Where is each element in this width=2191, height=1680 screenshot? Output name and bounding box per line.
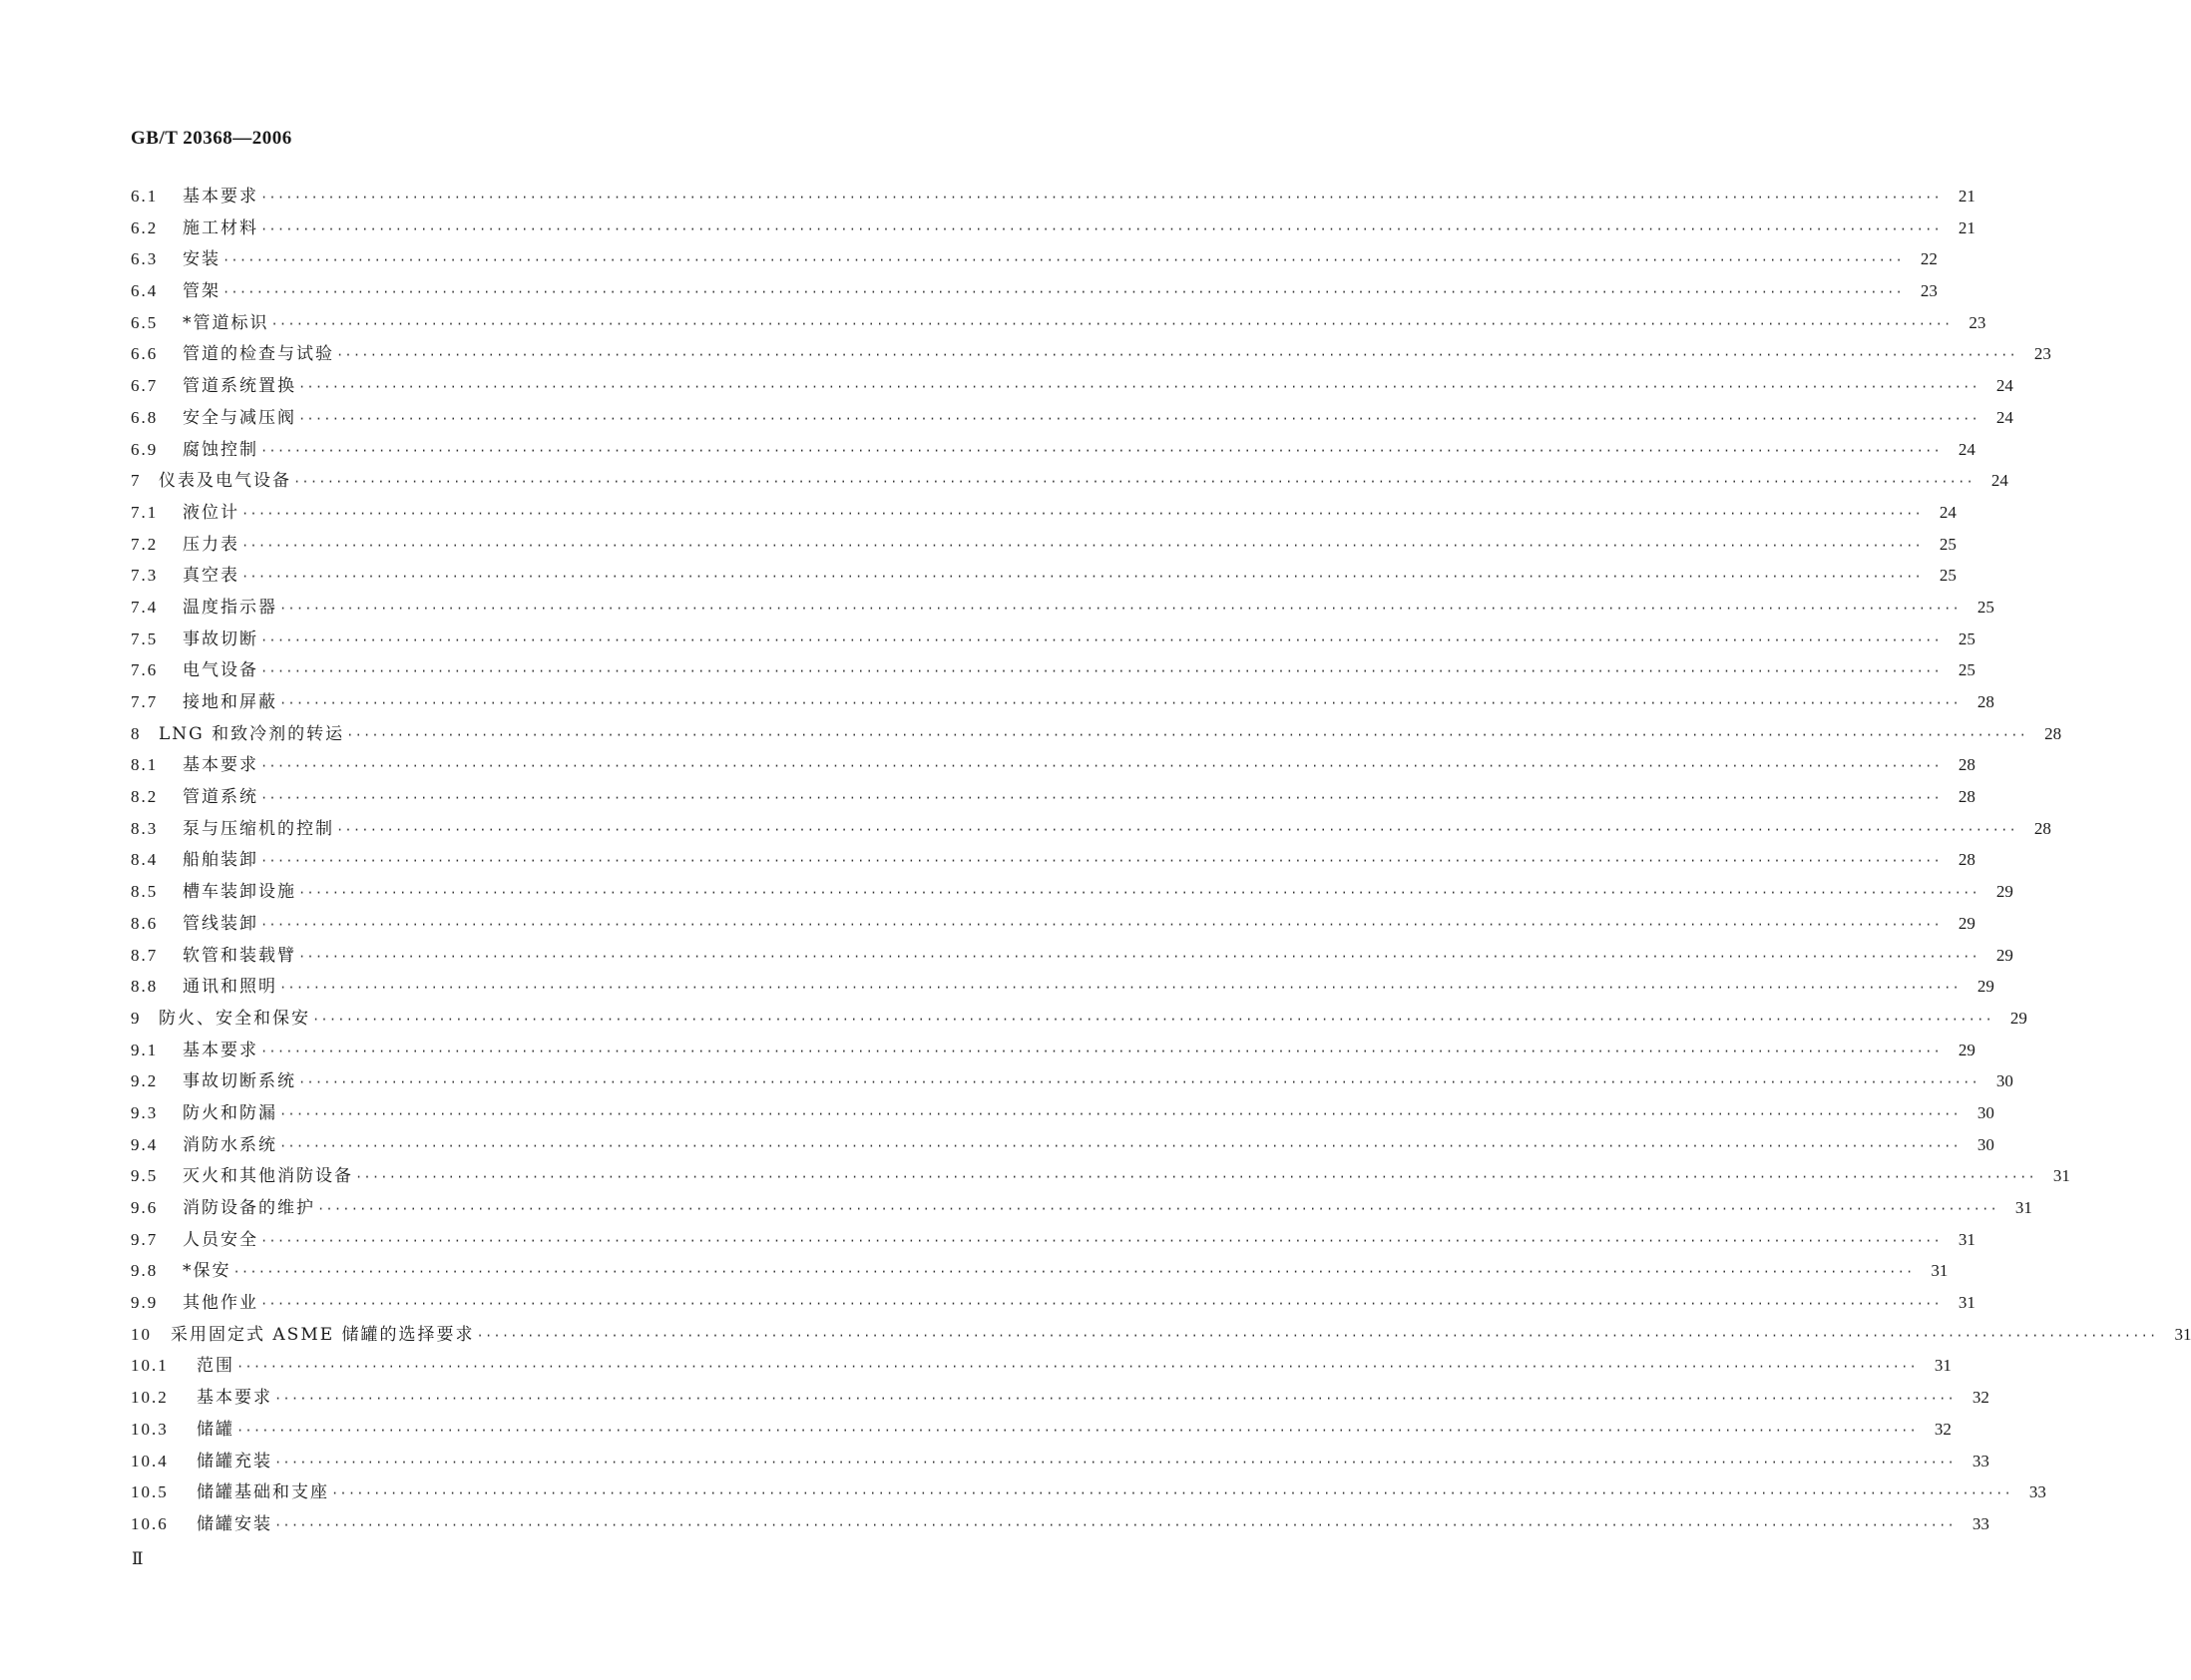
toc-entry[interactable] (131, 529, 1957, 561)
toc-entry-number: 9.5 (131, 1166, 159, 1186)
toc-entry-number: 8.6 (131, 913, 159, 933)
toc-entry-number: 6.1 (131, 187, 159, 206)
toc-entry[interactable] (131, 654, 1975, 686)
toc-entry[interactable] (131, 338, 2051, 370)
toc-entry-page: 29 (2009, 1008, 2027, 1028)
toc-entry-page: 25 (1958, 629, 1975, 648)
toc-leader-dots: ········································································································································································································ (260, 664, 1942, 679)
toc-leader-dots: ········································································································································································································ (260, 1233, 1942, 1248)
toc-entry-title: 事故切断 (183, 629, 258, 649)
toc-entry-title: 泵与压缩机的控制 (183, 818, 334, 839)
toc-entry[interactable] (131, 1476, 2046, 1508)
toc-leader-dots: ········································································································································································································ (312, 1012, 1993, 1027)
toc-leader-dots: ········································································································································································································ (279, 981, 1961, 996)
toc-entry[interactable] (131, 876, 2013, 908)
toc-entry-title: 仪表及电气设备 (159, 471, 291, 492)
toc-entry[interactable] (131, 781, 1975, 813)
toc-entry-title: 防火、安全和保安 (159, 1008, 310, 1029)
toc-entry[interactable] (131, 1097, 1994, 1129)
toc-entry-number: 8.3 (131, 818, 159, 838)
toc-leader-dots: ········································································································································································································ (232, 1265, 1915, 1280)
toc-leader-dots: ········································································································································································································ (236, 1423, 1918, 1438)
toc-entry-title: 基本要求 (197, 1388, 272, 1409)
toc-entry-page: 32 (1934, 1419, 1952, 1439)
toc-entry[interactable] (131, 624, 1975, 655)
toc-leader-dots: ········································································································································································································ (236, 1360, 1918, 1375)
toc-leader-dots: ········································································································································································································ (260, 917, 1942, 932)
toc-leader-dots: ········································································································································································································ (260, 221, 1942, 236)
toc-entry[interactable] (131, 1287, 1975, 1319)
toc-entry-title: *保安 (183, 1261, 231, 1282)
toc-entry[interactable] (131, 212, 1975, 244)
toc-entry-number: 6.4 (131, 281, 159, 301)
toc-entry[interactable] (131, 1508, 1989, 1540)
toc-entry-title: *管道标识 (183, 312, 269, 333)
toc-entry-page: 31 (1931, 1261, 1949, 1281)
toc-entry-page: 31 (1958, 1293, 1975, 1313)
toc-entry[interactable] (131, 434, 1975, 466)
toc-entry[interactable] (131, 181, 1975, 212)
toc-entry-page: 33 (1972, 1513, 1989, 1533)
toc-entry-title: 其他作业 (183, 1293, 258, 1314)
toc-entry-number: 9.6 (131, 1198, 159, 1217)
toc-entry[interactable] (131, 560, 1957, 592)
toc-entry-page: 24 (1995, 376, 2013, 396)
toc-entry-title: LNG 和致冷剂的转运 (159, 723, 345, 744)
toc-entry[interactable] (131, 844, 1975, 876)
toc-entry-title: 电气设备 (183, 660, 258, 681)
toc-leader-dots: ········································································································································································································ (298, 380, 1979, 395)
toc-leader-dots: ········································································································································································································ (331, 1486, 2012, 1501)
toc-entry-page: 31 (2052, 1166, 2070, 1186)
toc-entry[interactable] (131, 497, 1957, 529)
toc-entry-title: 液位计 (183, 502, 239, 523)
toc-entry-number: 7.5 (131, 629, 159, 648)
toc-entry-page: 23 (1969, 312, 1986, 332)
toc-entry[interactable] (131, 243, 1938, 275)
toc-entry-title: 消防水系统 (183, 1134, 277, 1155)
toc-entry-page: 24 (1958, 439, 1975, 459)
toc-entry-page: 22 (1920, 249, 1938, 269)
toc-entry-page: 33 (1972, 1451, 1989, 1470)
toc-entry-page: 21 (1958, 187, 1975, 206)
toc-entry-title: 船舶装卸 (183, 850, 258, 871)
toc-leader-dots: ········································································································································································································ (317, 1202, 1998, 1216)
toc-entry-title: 真空表 (183, 566, 239, 587)
toc-entry-page: 28 (1958, 787, 1975, 807)
toc-entry-page: 29 (1976, 977, 1994, 997)
toc-entry-title: 施工材料 (183, 217, 258, 238)
toc-entry[interactable] (131, 1350, 1952, 1382)
toc-leader-dots: ········································································································································································································ (298, 886, 1979, 901)
toc-entry-page: 25 (1939, 566, 1957, 586)
toc-entry[interactable] (131, 749, 1975, 781)
toc-entry-title: 储罐安装 (197, 1513, 272, 1534)
toc-entry[interactable] (131, 402, 2013, 434)
toc-entry-number: 6.7 (131, 376, 159, 396)
toc-entry[interactable] (131, 1065, 2013, 1097)
toc-entry-page: 31 (2174, 1324, 2191, 1344)
toc-entry[interactable] (131, 1414, 1952, 1446)
toc-entry-title: 基本要求 (183, 755, 258, 776)
toc-entry-number: 7.4 (131, 597, 159, 617)
toc-entry-number: 10.2 (131, 1388, 169, 1408)
toc-entry-title: 事故切断系统 (183, 1071, 296, 1092)
toc-entry-page: 23 (2033, 344, 2051, 364)
toc-entry-number: 8.2 (131, 787, 159, 807)
toc-entry-number: 7.1 (131, 502, 159, 522)
toc-entry-page: 29 (1958, 913, 1975, 933)
toc-leader-dots: ········································································································································································································ (279, 1138, 1961, 1153)
toc-entry-number: 10.5 (131, 1482, 169, 1502)
toc-entry-page: 24 (1990, 471, 2008, 491)
toc-entry-page: 30 (1995, 1071, 2013, 1091)
toc-leader-dots: ········································································································································································································ (241, 506, 1923, 521)
toc-entry-page: 28 (1976, 692, 1994, 711)
toc-leader-dots: ········································································································································································································ (279, 601, 1961, 616)
toc-entry-number: 10.6 (131, 1513, 169, 1533)
toc-entry-page: 29 (1958, 1040, 1975, 1059)
toc-entry-title: 管道的检查与试验 (183, 344, 334, 365)
toc-entry-number: 8.1 (131, 755, 159, 775)
toc-leader-dots: ········································································································································································································ (298, 411, 1979, 426)
table-of-contents (131, 181, 2191, 1540)
toc-entry-title: 软管和装载臂 (183, 945, 296, 966)
toc-entry[interactable] (131, 1382, 1989, 1414)
toc-entry[interactable] (131, 1129, 1994, 1161)
toc-leader-dots: ········································································································································································································ (260, 191, 1942, 205)
toc-entry-number: 7 (131, 471, 142, 491)
toc-leader-dots: ········································································································································································································ (336, 822, 2017, 837)
toc-entry-number: 8 (131, 723, 142, 743)
toc-entry-title: 人员安全 (183, 1229, 258, 1250)
toc-entry-number: 9.8 (131, 1261, 159, 1281)
toc-entry-page: 33 (2028, 1482, 2046, 1502)
toc-entry-page: 23 (1920, 281, 1938, 301)
toc-entry-number: 7.6 (131, 660, 159, 680)
toc-entry-number: 9 (131, 1008, 142, 1028)
toc-leader-dots: ········································································································································································································ (260, 759, 1942, 774)
toc-leader-dots: ········································································································································································································ (222, 285, 1904, 300)
toc-entry-title: 接地和屏蔽 (183, 692, 277, 712)
toc-entry-title: 基本要求 (183, 187, 258, 207)
toc-entry-number: 8.4 (131, 850, 159, 870)
toc-entry[interactable] (131, 1160, 2070, 1192)
toc-leader-dots: ········································································································································································································ (355, 1170, 2036, 1185)
toc-entry-title: 消防设备的维护 (183, 1198, 315, 1218)
toc-leader-dots: ········································································································································································································ (274, 1517, 1956, 1532)
toc-leader-dots: ········································································································································································································ (346, 727, 2028, 742)
toc-entry[interactable] (131, 1035, 1975, 1066)
toc-leader-dots: ········································································································································································································ (270, 316, 1953, 331)
document-number-header: GB/T 20368—2006 (131, 128, 292, 149)
toc-leader-dots: ········································································································································································································ (293, 475, 1974, 490)
toc-entry-title: 储罐充装 (197, 1451, 272, 1471)
toc-entry-page: 30 (1976, 1134, 1994, 1154)
toc-entry-number: 10.4 (131, 1451, 169, 1470)
toc-leader-dots: ········································································································································································································ (241, 538, 1923, 553)
toc-entry-number: 10.1 (131, 1356, 169, 1376)
toc-entry-page: 21 (1958, 217, 1975, 237)
toc-entry[interactable] (131, 908, 1975, 940)
toc-entry[interactable] (131, 1255, 1949, 1287)
toc-entry-title: 槽车装卸设施 (183, 882, 296, 903)
toc-entry-number: 7.7 (131, 692, 159, 711)
toc-entry-title: 通讯和照明 (183, 977, 277, 998)
toc-entry[interactable] (131, 307, 1986, 339)
toc-entry-number: 8.7 (131, 945, 159, 965)
toc-leader-dots: ········································································································································································································ (274, 1392, 1956, 1407)
toc-entry-title: 安装 (183, 249, 220, 270)
toc-entry-page: 24 (1995, 407, 2013, 427)
toc-entry-page: 25 (1976, 597, 1994, 617)
toc-entry-number: 9.4 (131, 1134, 159, 1154)
toc-leader-dots: ········································································································································································································ (241, 570, 1923, 585)
toc-entry-title: 范围 (197, 1356, 234, 1377)
toc-entry[interactable] (131, 813, 2051, 845)
toc-leader-dots: ········································································································································································································ (298, 1075, 1979, 1090)
toc-entry-page: 28 (1958, 850, 1975, 870)
toc-leader-dots: ········································································································································································································ (260, 1044, 1942, 1058)
toc-entry-title: 灭火和其他消防设备 (183, 1166, 353, 1187)
toc-entry-title: 基本要求 (183, 1040, 258, 1060)
toc-entry-number: 9.3 (131, 1102, 159, 1122)
toc-leader-dots: ········································································································································································································ (260, 854, 1942, 869)
toc-entry-page: 32 (1972, 1388, 1989, 1408)
toc-entry-number: 6.2 (131, 217, 159, 237)
page-number-footer: Ⅱ (132, 1549, 144, 1568)
toc-entry-number: 9.1 (131, 1040, 159, 1059)
toc-entry-page: 28 (1958, 755, 1975, 775)
toc-entry-page: 30 (1976, 1102, 1994, 1122)
toc-leader-dots: ········································································································································································································ (222, 253, 1904, 268)
toc-leader-dots: ········································································································································································································ (279, 696, 1961, 710)
toc-entry-page: 29 (1995, 945, 2013, 965)
toc-entry[interactable] (131, 592, 1994, 624)
toc-entry-page: 25 (1958, 660, 1975, 680)
toc-entry[interactable] (131, 370, 2013, 402)
toc-entry[interactable] (131, 971, 1994, 1003)
toc-entry-page: 31 (2014, 1198, 2032, 1217)
toc-entry[interactable] (131, 940, 2013, 972)
toc-entry-title: 管线装卸 (183, 913, 258, 934)
toc-entry-number: 6.9 (131, 439, 159, 459)
toc-entry-title: 腐蚀控制 (183, 439, 258, 460)
toc-entry-page: 29 (1995, 882, 2013, 902)
toc-entry[interactable] (131, 1224, 1975, 1256)
toc-entry-title: 安全与减压阀 (183, 407, 296, 428)
toc-entry-title: 温度指示器 (183, 597, 277, 618)
toc-entry-page: 31 (1934, 1356, 1952, 1376)
toc-entry-number: 7.3 (131, 566, 159, 586)
toc-entry-title: 管道系统 (183, 787, 258, 808)
toc-entry-number: 8.8 (131, 977, 159, 997)
toc-leader-dots: ········································································································································································································ (336, 348, 2017, 363)
toc-entry-title: 储罐 (197, 1419, 234, 1440)
toc-entry-title: 储罐基础和支座 (197, 1482, 329, 1503)
toc-entry-page: 31 (1958, 1229, 1975, 1249)
toc-leader-dots: ········································································································································································································ (274, 1455, 1956, 1470)
toc-entry-page: 28 (2044, 723, 2062, 743)
toc-entry-number: 9.9 (131, 1293, 159, 1313)
toc-leader-dots: ········································································································································································································ (279, 1106, 1961, 1121)
toc-entry[interactable] (131, 1446, 1989, 1477)
toc-entry-title: 防火和防漏 (183, 1102, 277, 1123)
toc-entry[interactable] (131, 465, 2008, 497)
toc-entry[interactable] (131, 1319, 2191, 1351)
toc-entry-number: 6.3 (131, 249, 159, 269)
toc-entry-number: 9.7 (131, 1229, 159, 1249)
toc-entry-title: 管架 (183, 281, 220, 302)
toc-entry[interactable] (131, 1003, 2027, 1035)
toc-leader-dots: ········································································································································································································ (298, 949, 1979, 964)
toc-entry-number: 8.5 (131, 882, 159, 902)
toc-entry-number: 7.2 (131, 534, 159, 554)
toc-entry-number: 6.8 (131, 407, 159, 427)
toc-entry-title: 压力表 (183, 534, 239, 555)
toc-entry-title: 采用固定式 ASME 储罐的选择要求 (171, 1324, 475, 1345)
toc-entry-page: 28 (2033, 818, 2051, 838)
toc-entry-number: 10.3 (131, 1419, 169, 1439)
toc-entry-number: 9.2 (131, 1071, 159, 1091)
toc-entry[interactable] (131, 1192, 2032, 1224)
toc-entry-page: 24 (1939, 502, 1957, 522)
toc-entry[interactable] (131, 275, 1938, 307)
toc-entry-number: 6.5 (131, 312, 159, 332)
toc-entry-number: 6.6 (131, 344, 159, 364)
toc-entry-page: 25 (1939, 534, 1957, 554)
toc-leader-dots: ········································································································································································································ (260, 443, 1942, 458)
toc-entry-title: 管道系统置换 (183, 376, 296, 397)
toc-entry[interactable] (131, 686, 1994, 718)
toc-entry-number: 10 (131, 1324, 152, 1344)
toc-leader-dots: ········································································································································································································ (260, 1297, 1942, 1312)
toc-entry[interactable] (131, 718, 2062, 750)
toc-leader-dots: ········································································································································································································ (260, 632, 1942, 647)
toc-leader-dots: ········································································································································································································ (260, 791, 1942, 806)
toc-leader-dots: ········································································································································································································ (476, 1328, 2158, 1343)
